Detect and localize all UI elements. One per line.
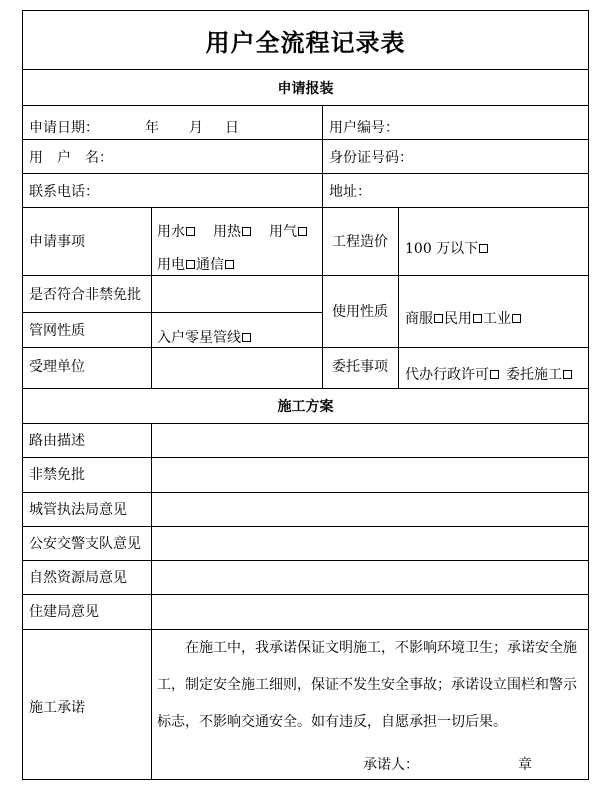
divider [23, 275, 588, 276]
checkbox[interactable] [490, 370, 499, 379]
divider [151, 207, 152, 388]
divider [23, 457, 588, 458]
option-label: 工业 [483, 311, 511, 327]
usage-options [405, 308, 522, 328]
record-form [22, 10, 589, 780]
housing-opinion-label: 住建局意见 [29, 604, 99, 620]
entrust-label: 委托事项 [332, 359, 388, 375]
nonrestricted-approval-label: 非禁免批 [29, 467, 85, 483]
section-construction-heading: 施工方案 [277, 399, 334, 415]
route-description-label: 路由描述 [29, 433, 85, 449]
date-year: 年 [145, 120, 159, 136]
divider [23, 312, 322, 313]
pipe-option [157, 327, 252, 347]
option-label: 用气 [269, 224, 297, 240]
option-label: 100 万以下 [405, 241, 479, 257]
apply-item-option [269, 221, 308, 241]
date-month: 月 [189, 120, 203, 136]
urban-management-opinion-label: 城管执法局意见 [29, 502, 127, 518]
address-label: 地址： [329, 184, 371, 200]
checkbox[interactable] [473, 314, 482, 323]
pledge-label: 施工承诺 [29, 700, 85, 716]
usage-label: 使用性质 [332, 304, 388, 320]
divider [23, 492, 588, 493]
nonrestricted-label: 是否符合非禁免批 [29, 287, 141, 303]
phone-label: 联系电话： [29, 184, 99, 200]
divider [398, 207, 399, 388]
checkbox[interactable] [242, 333, 251, 342]
natural-resources-opinion-label: 自然资源局意见 [29, 570, 127, 586]
option-label: 用电 [157, 257, 185, 273]
divider [23, 173, 588, 174]
checkbox[interactable] [225, 260, 234, 269]
option-label: 通信 [196, 257, 224, 273]
divider [23, 594, 588, 595]
option-label: 入户零星管线 [157, 330, 241, 346]
divider [23, 139, 588, 140]
checkbox[interactable] [298, 227, 307, 236]
pipe-label: 管网性质 [29, 323, 85, 339]
divider [151, 423, 152, 779]
divider [23, 526, 588, 527]
checkbox[interactable] [512, 314, 521, 323]
divider [23, 105, 588, 106]
apply-item-option [213, 221, 252, 241]
date-day: 日 [225, 120, 239, 136]
user-name-label: 用 户 名： [29, 150, 113, 166]
cost-label: 工程造价 [332, 234, 388, 250]
divider [23, 423, 588, 424]
apply-date-label: 申请日期： [29, 120, 99, 136]
option-label: 代办行政许可 [405, 367, 489, 383]
accept-unit-label: 受理单位 [29, 359, 85, 375]
seal-label: 章 [518, 757, 532, 773]
form-title: 用户全流程记录表 [205, 27, 406, 57]
option-label: 用水 [157, 224, 185, 240]
id-number-label: 身份证号码： [329, 150, 413, 166]
checkbox[interactable] [479, 244, 488, 253]
apply-item-option [157, 221, 196, 241]
option-label: 用热 [213, 224, 241, 240]
user-number-label: 用户编号： [329, 120, 399, 136]
checkbox[interactable] [434, 314, 443, 323]
divider [23, 560, 588, 561]
traffic-police-opinion-label: 公安交警支队意见 [29, 536, 141, 552]
option-label: 民用 [444, 311, 472, 327]
entrust-options [405, 364, 573, 384]
checkbox[interactable] [242, 227, 251, 236]
divider [322, 105, 323, 207]
divider [23, 347, 588, 348]
divider [322, 207, 323, 388]
divider [23, 207, 588, 208]
checkbox[interactable] [186, 227, 195, 236]
option-label: 委托施工 [506, 367, 562, 383]
cost-option [405, 238, 489, 258]
checkbox[interactable] [563, 370, 572, 379]
signer-label: 承诺人： [363, 757, 419, 773]
pledge-text: 在施工中，我承诺保证文明施工，不影响环境卫生；承诺安全施工，制定安全施工细则，保证不发生安全事故；承诺设立围栏和警示标志，不影响交通安全。如有违反，自愿承担一切后果。 [157, 640, 577, 730]
apply-item-option [157, 254, 235, 274]
option-label: 商服 [405, 311, 433, 327]
section-application-heading: 申请报装 [277, 80, 334, 97]
checkbox[interactable] [186, 260, 195, 269]
apply-item-label: 申请事项 [29, 234, 85, 250]
